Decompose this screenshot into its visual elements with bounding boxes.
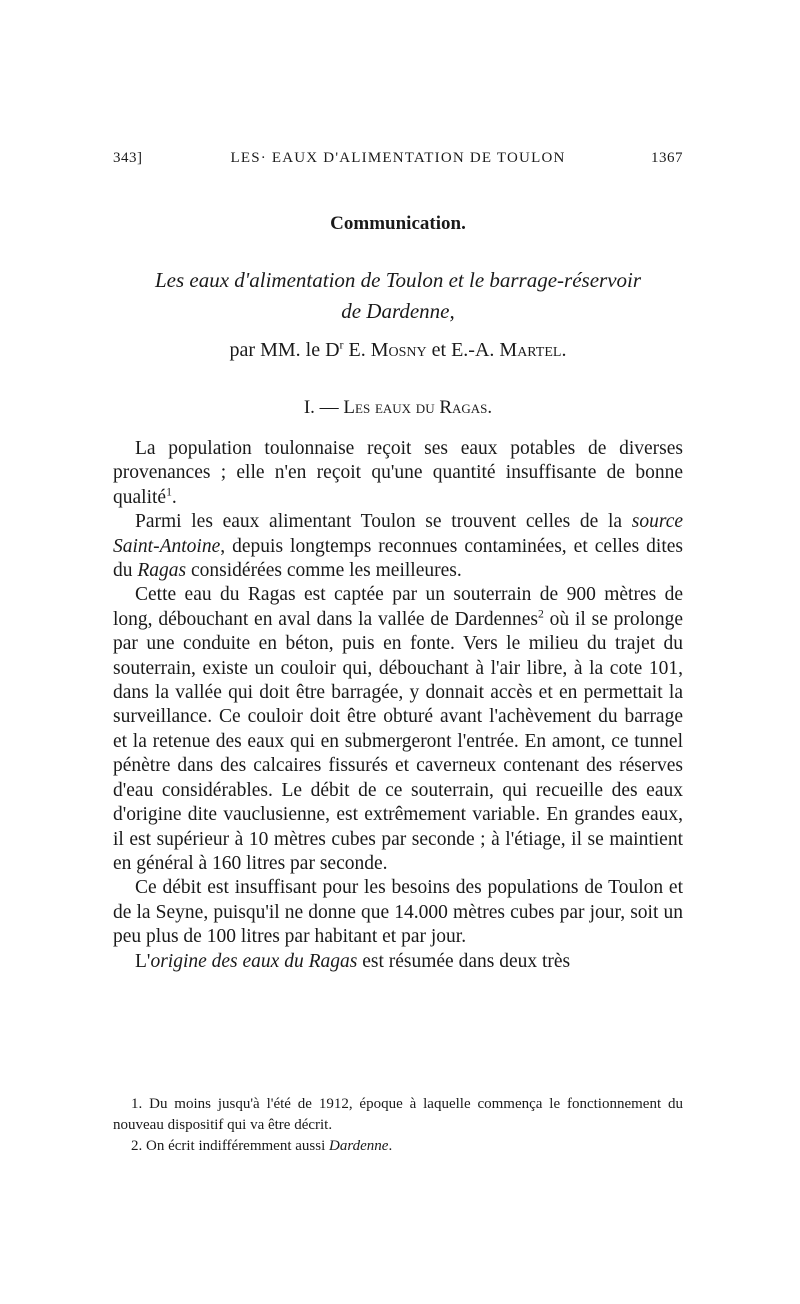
paragraph-1-text: La population toulonnaise reçoit ses eaux potables de diverses provenances ; elle n'en reçoit qu'une quantité insuffisante de bonne qualité xyxy=(113,438,683,508)
source-saint-antoine: source Saint-Antoine xyxy=(113,511,683,557)
author1-initial: E. xyxy=(343,339,371,361)
body-text xyxy=(113,437,683,974)
authors-line xyxy=(113,339,683,362)
footnote-2 xyxy=(113,1136,683,1157)
paragraph-3-part-b: où il se prolonge par une conduite en béton, puis en fonte. Vers le milieu du trajet du souterrain, existe un couloir qui, débouchant à l'air libre, à la cote 101, dans la vallée qui doit être barragée, y donnait accès et en permettait la surveillance. Ce couloir doit être obturé avant l'achèvement du barrage et la retenue des eaux qui en submergeront l'entrée. En amont, ce tunnel pénètre dans des calcaires fissurés et caverneux contenant des réserves d'eau considérables. Le débit de ce souterrain, qui recueille des eaux d'origine dite vauclusienne, est extrêmement variable. En grandes eaux, il est supérieur à 10 mètres cubes par seconde ; à l'étiage, il se maintient en général à 160 litres par seconde. xyxy=(113,608,683,874)
author1-name: Mosny xyxy=(370,339,427,361)
communication-label: Communication. xyxy=(330,213,466,234)
footnote-2-part-a: 2. On écrit indifféremment aussi xyxy=(131,1138,330,1154)
page-number: 1367 xyxy=(651,150,683,166)
dr-superscript: r xyxy=(339,337,344,352)
authors-and: et E.-A. xyxy=(426,339,500,361)
section-heading: I. — Les eaux du Ragas. xyxy=(303,397,493,418)
footnote-1: 1. Du moins jusqu'à l'été de 1912, époque à laquelle commença le fonctionnement du nouveau dispositif qui va être décrit. xyxy=(113,1096,683,1133)
footnote-ref-2: 2 xyxy=(537,607,544,621)
paragraph-2-part-b: , depuis longtemps reconnues contaminées, et celles dites du xyxy=(113,535,683,582)
origine-italic: origine des eaux du Ragas xyxy=(150,950,358,972)
footnotes xyxy=(113,1094,683,1157)
article-title-line-2: de Dardenne, xyxy=(341,299,455,323)
running-title: LES· EAUX D'ALIMENTATION DE TOULON xyxy=(230,150,566,166)
article-title-line-1: Les eaux d'alimentation de Toulon et le barrage-réservoir xyxy=(154,268,642,292)
paragraph-4: Ce débit est insuffisant pour les besoins des populations de Toulon et de la Seyne, puisqu'il ne donne que 14.000 mètres cubes par jour, soit un peu plus de 100 litres par habitant et par jour. xyxy=(113,877,683,948)
dardenne-italic: Dardenne xyxy=(329,1138,389,1154)
paragraph-1-end: . xyxy=(171,486,177,508)
author2-name: Martel. xyxy=(499,339,567,361)
header-left-mark: 343] xyxy=(113,150,143,166)
paragraph-3 xyxy=(113,583,683,876)
paragraph-5-part-b: est résumée dans deux très xyxy=(357,950,571,972)
paragraph-2 xyxy=(113,510,683,583)
authors-prefix: par MM. le D xyxy=(229,339,340,361)
ragas-italic: Ragas xyxy=(137,560,187,582)
paragraph-1 xyxy=(113,437,683,510)
paragraph-2-part-a: Parmi les eaux alimentant Toulon se trouvent celles de la xyxy=(135,511,632,533)
article-title xyxy=(113,265,683,327)
paragraph-5 xyxy=(113,950,683,974)
footnote-2-part-b: . xyxy=(388,1138,393,1154)
paragraph-5-part-a: L' xyxy=(135,950,151,972)
paragraph-2-part-c: considérées comme les meilleures. xyxy=(186,560,462,582)
paragraph-3-part-a: Cette eau du Ragas est captée par un souterrain de 900 mètres de long, débouchant en aval dans la vallée de Dardennes xyxy=(113,584,683,630)
footnote-ref-1: 1 xyxy=(166,485,172,499)
